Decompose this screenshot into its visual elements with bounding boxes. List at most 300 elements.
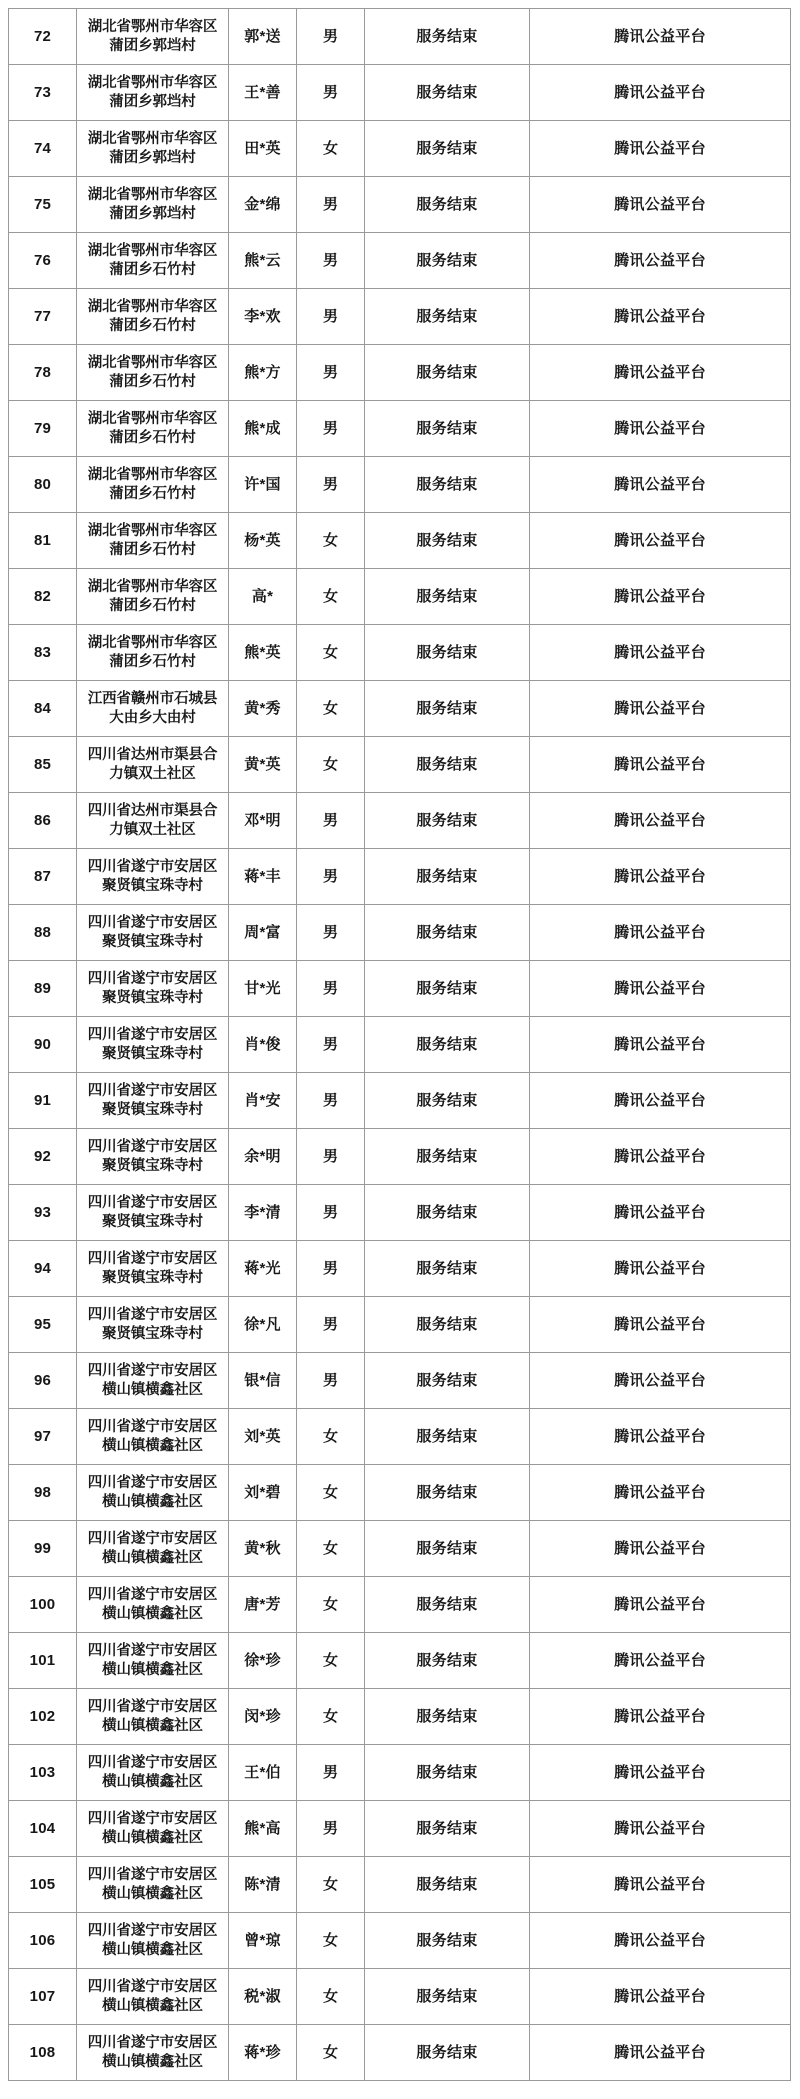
address-line-2: 横山镇横鑫社区 [102,1493,203,1510]
table-row [9,737,791,793]
table-row [9,513,791,569]
cell-beneficiary-name: 刘*碧 [229,1465,297,1521]
cell-service-status: 服务结束 [365,1577,530,1633]
cell-sequence-number: 83 [9,625,77,681]
address-line-2: 聚贤镇宝珠寺村 [102,1325,203,1342]
cell-service-status: 服务结束 [365,1801,530,1857]
cell-gender: 女 [297,1521,365,1577]
table-row [9,1409,791,1465]
cell-sequence-number: 82 [9,569,77,625]
cell-gender: 女 [297,681,365,737]
cell-address [77,289,229,345]
address-line-2: 蒲团乡石竹村 [109,541,196,558]
cell-service-status: 服务结束 [365,1297,530,1353]
cell-service-status: 服务结束 [365,1409,530,1465]
cell-beneficiary-name: 熊*高 [229,1801,297,1857]
cell-platform: 腾讯公益平台 [530,1745,791,1801]
address-line-1: 四川省遂宁市安居区 [87,1138,218,1155]
address-line-1: 四川省遂宁市安居区 [87,1978,218,1995]
table-row [9,2025,791,2081]
cell-platform: 腾讯公益平台 [530,1073,791,1129]
cell-gender: 男 [297,1185,365,1241]
cell-platform: 腾讯公益平台 [530,1185,791,1241]
address-line-1: 四川省遂宁市安居区 [87,1306,218,1323]
cell-platform: 腾讯公益平台 [530,2025,791,2081]
cell-sequence-number: 104 [9,1801,77,1857]
table-row [9,625,791,681]
address-line-1: 四川省遂宁市安居区 [87,1362,218,1379]
address-line-2: 蒲团乡郭垱村 [109,205,196,222]
cell-gender: 女 [297,569,365,625]
cell-beneficiary-name: 余*明 [229,1129,297,1185]
cell-address [77,233,229,289]
cell-address [77,1521,229,1577]
cell-platform: 腾讯公益平台 [530,1241,791,1297]
cell-gender: 男 [297,457,365,513]
cell-sequence-number: 105 [9,1857,77,1913]
cell-service-status: 服务结束 [365,513,530,569]
address-line-2: 蒲团乡石竹村 [109,429,196,446]
cell-platform: 腾讯公益平台 [530,1689,791,1745]
address-line-2: 横山镇横鑫社区 [102,1549,203,1566]
address-line-2: 聚贤镇宝珠寺村 [102,933,203,950]
cell-gender: 男 [297,1353,365,1409]
table-row [9,401,791,457]
cell-service-status: 服务结束 [365,1969,530,2025]
cell-service-status: 服务结束 [365,1241,530,1297]
cell-service-status: 服务结束 [365,1353,530,1409]
cell-beneficiary-name: 徐*珍 [229,1633,297,1689]
cell-gender: 女 [297,513,365,569]
cell-service-status: 服务结束 [365,793,530,849]
cell-beneficiary-name: 熊*英 [229,625,297,681]
address-line-2: 蒲团乡石竹村 [109,485,196,502]
cell-address [77,121,229,177]
table-row [9,345,791,401]
cell-gender: 男 [297,961,365,1017]
table-row [9,177,791,233]
cell-platform: 腾讯公益平台 [530,569,791,625]
address-line-1: 湖北省鄂州市华容区 [87,354,218,371]
cell-gender: 男 [297,1017,365,1073]
cell-address [77,1073,229,1129]
cell-platform: 腾讯公益平台 [530,905,791,961]
cell-platform: 腾讯公益平台 [530,65,791,121]
cell-platform: 腾讯公益平台 [530,1913,791,1969]
table-row [9,1969,791,2025]
table-row [9,1297,791,1353]
cell-sequence-number: 77 [9,289,77,345]
cell-service-status: 服务结束 [365,9,530,65]
cell-platform: 腾讯公益平台 [530,681,791,737]
table-row [9,1185,791,1241]
cell-address [77,625,229,681]
cell-service-status: 服务结束 [365,905,530,961]
cell-beneficiary-name: 熊*成 [229,401,297,457]
address-line-1: 湖北省鄂州市华容区 [87,298,218,315]
cell-address [77,1465,229,1521]
cell-sequence-number: 85 [9,737,77,793]
cell-platform: 腾讯公益平台 [530,1353,791,1409]
cell-beneficiary-name: 曾*琼 [229,1913,297,1969]
cell-sequence-number: 90 [9,1017,77,1073]
cell-gender: 女 [297,1465,365,1521]
cell-beneficiary-name: 闵*珍 [229,1689,297,1745]
cell-beneficiary-name: 蒋*珍 [229,2025,297,2081]
table-row [9,1857,791,1913]
cell-platform: 腾讯公益平台 [530,849,791,905]
cell-beneficiary-name: 杨*英 [229,513,297,569]
cell-address [77,1913,229,1969]
cell-address [77,65,229,121]
cell-address [77,1801,229,1857]
cell-sequence-number: 87 [9,849,77,905]
cell-beneficiary-name: 徐*凡 [229,1297,297,1353]
cell-sequence-number: 106 [9,1913,77,1969]
address-line-1: 四川省遂宁市安居区 [87,1026,218,1043]
cell-gender: 男 [297,1241,365,1297]
address-line-1: 湖北省鄂州市华容区 [87,242,218,259]
cell-sequence-number: 84 [9,681,77,737]
cell-beneficiary-name: 陈*清 [229,1857,297,1913]
cell-platform: 腾讯公益平台 [530,401,791,457]
address-line-2: 横山镇横鑫社区 [102,1661,203,1678]
table-row [9,233,791,289]
cell-address [77,1297,229,1353]
table-row [9,1465,791,1521]
table-row [9,849,791,905]
cell-gender: 女 [297,1409,365,1465]
cell-beneficiary-name: 熊*方 [229,345,297,401]
cell-gender: 女 [297,1913,365,1969]
address-line-1: 四川省达州市渠县合 [87,802,218,819]
table-row [9,1241,791,1297]
cell-sequence-number: 81 [9,513,77,569]
cell-service-status: 服务结束 [365,1633,530,1689]
cell-sequence-number: 76 [9,233,77,289]
cell-gender: 女 [297,1577,365,1633]
address-line-2: 聚贤镇宝珠寺村 [102,1269,203,1286]
cell-platform: 腾讯公益平台 [530,1969,791,2025]
cell-sequence-number: 107 [9,1969,77,2025]
cell-address [77,737,229,793]
cell-gender: 男 [297,401,365,457]
cell-address [77,569,229,625]
table-row [9,289,791,345]
cell-address [77,1409,229,1465]
cell-sequence-number: 93 [9,1185,77,1241]
cell-service-status: 服务结束 [365,1857,530,1913]
address-line-2: 横山镇横鑫社区 [102,1829,203,1846]
cell-service-status: 服务结束 [365,177,530,233]
address-line-1: 四川省遂宁市安居区 [87,1194,218,1211]
address-line-1: 四川省遂宁市安居区 [87,1530,218,1547]
cell-platform: 腾讯公益平台 [530,793,791,849]
cell-beneficiary-name: 郭*送 [229,9,297,65]
cell-service-status: 服务结束 [365,737,530,793]
cell-beneficiary-name: 金*绵 [229,177,297,233]
cell-gender: 男 [297,1129,365,1185]
cell-beneficiary-name: 刘*英 [229,1409,297,1465]
cell-address [77,1857,229,1913]
cell-gender: 男 [297,1073,365,1129]
cell-service-status: 服务结束 [365,65,530,121]
cell-platform: 腾讯公益平台 [530,177,791,233]
cell-platform: 腾讯公益平台 [530,961,791,1017]
table-row [9,1913,791,1969]
cell-sequence-number: 72 [9,9,77,65]
address-line-1: 湖北省鄂州市华容区 [87,18,218,35]
address-line-1: 湖北省鄂州市华容区 [87,130,218,147]
cell-platform: 腾讯公益平台 [530,345,791,401]
cell-address [77,1185,229,1241]
cell-beneficiary-name: 李*清 [229,1185,297,1241]
address-line-1: 四川省遂宁市安居区 [87,914,218,931]
address-line-2: 横山镇横鑫社区 [102,1997,203,2014]
cell-sequence-number: 89 [9,961,77,1017]
cell-gender: 女 [297,625,365,681]
cell-gender: 男 [297,177,365,233]
cell-service-status: 服务结束 [365,1185,530,1241]
cell-gender: 女 [297,1857,365,1913]
cell-gender: 女 [297,1969,365,2025]
cell-sequence-number: 91 [9,1073,77,1129]
cell-beneficiary-name: 肖*俊 [229,1017,297,1073]
cell-platform: 腾讯公益平台 [530,9,791,65]
address-line-1: 湖北省鄂州市华容区 [87,578,218,595]
cell-service-status: 服务结束 [365,625,530,681]
cell-sequence-number: 94 [9,1241,77,1297]
cell-address [77,1577,229,1633]
table-row [9,1353,791,1409]
cell-sequence-number: 97 [9,1409,77,1465]
cell-service-status: 服务结束 [365,233,530,289]
cell-gender: 男 [297,345,365,401]
table-row [9,793,791,849]
cell-gender: 男 [297,1801,365,1857]
address-line-2: 大由乡大由村 [109,709,196,726]
cell-beneficiary-name: 黄*秋 [229,1521,297,1577]
cell-sequence-number: 80 [9,457,77,513]
table-row [9,1017,791,1073]
cell-platform: 腾讯公益平台 [530,1465,791,1521]
address-line-1: 四川省遂宁市安居区 [87,1474,218,1491]
cell-platform: 腾讯公益平台 [530,1801,791,1857]
table-row [9,681,791,737]
address-line-1: 四川省遂宁市安居区 [87,970,218,987]
cell-service-status: 服务结束 [365,401,530,457]
cell-service-status: 服务结束 [365,961,530,1017]
cell-beneficiary-name: 黄*英 [229,737,297,793]
cell-address [77,1241,229,1297]
cell-beneficiary-name: 王*伯 [229,1745,297,1801]
table-row [9,1633,791,1689]
table-row [9,1689,791,1745]
table-row [9,569,791,625]
cell-address [77,345,229,401]
cell-beneficiary-name: 王*善 [229,65,297,121]
cell-beneficiary-name: 蒋*丰 [229,849,297,905]
cell-beneficiary-name: 李*欢 [229,289,297,345]
cell-service-status: 服务结束 [365,681,530,737]
address-line-1: 湖北省鄂州市华容区 [87,522,218,539]
cell-gender: 男 [297,233,365,289]
address-line-2: 聚贤镇宝珠寺村 [102,1213,203,1230]
table-row [9,1129,791,1185]
cell-gender: 男 [297,9,365,65]
cell-gender: 男 [297,793,365,849]
cell-service-status: 服务结束 [365,1689,530,1745]
address-line-2: 蒲团乡郭垱村 [109,93,196,110]
address-line-1: 湖北省鄂州市华容区 [87,186,218,203]
cell-sequence-number: 78 [9,345,77,401]
cell-service-status: 服务结束 [365,1017,530,1073]
address-line-2: 蒲团乡郭垱村 [109,37,196,54]
address-line-2: 蒲团乡石竹村 [109,653,196,670]
address-line-1: 四川省遂宁市安居区 [87,1250,218,1267]
address-line-2: 聚贤镇宝珠寺村 [102,1157,203,1174]
cell-address [77,457,229,513]
address-line-2: 横山镇横鑫社区 [102,1717,203,1734]
address-line-2: 横山镇横鑫社区 [102,1381,203,1398]
table-row [9,961,791,1017]
cell-address [77,1689,229,1745]
cell-platform: 腾讯公益平台 [530,1857,791,1913]
cell-platform: 腾讯公益平台 [530,1577,791,1633]
cell-service-status: 服务结束 [365,1129,530,1185]
cell-sequence-number: 99 [9,1521,77,1577]
address-line-2: 横山镇横鑫社区 [102,1885,203,1902]
address-line-2: 聚贤镇宝珠寺村 [102,989,203,1006]
cell-address [77,1017,229,1073]
address-line-2: 横山镇横鑫社区 [102,2053,203,2070]
cell-platform: 腾讯公益平台 [530,737,791,793]
cell-service-status: 服务结束 [365,457,530,513]
cell-gender: 男 [297,289,365,345]
cell-sequence-number: 98 [9,1465,77,1521]
cell-platform: 腾讯公益平台 [530,1017,791,1073]
address-line-1: 湖北省鄂州市华容区 [87,74,218,91]
table-row [9,65,791,121]
cell-beneficiary-name: 黄*秀 [229,681,297,737]
cell-beneficiary-name: 高* [229,569,297,625]
cell-platform: 腾讯公益平台 [530,457,791,513]
address-line-1: 四川省遂宁市安居区 [87,1698,218,1715]
cell-address [77,1633,229,1689]
cell-sequence-number: 100 [9,1577,77,1633]
table-row [9,9,791,65]
cell-beneficiary-name: 邓*明 [229,793,297,849]
address-line-1: 江西省赣州市石城县 [87,690,218,707]
cell-sequence-number: 96 [9,1353,77,1409]
cell-gender: 女 [297,1689,365,1745]
cell-beneficiary-name: 周*富 [229,905,297,961]
cell-platform: 腾讯公益平台 [530,513,791,569]
address-line-2: 横山镇横鑫社区 [102,1941,203,1958]
address-line-1: 四川省遂宁市安居区 [87,1922,218,1939]
cell-platform: 腾讯公益平台 [530,121,791,177]
address-line-2: 横山镇横鑫社区 [102,1773,203,1790]
cell-sequence-number: 74 [9,121,77,177]
cell-beneficiary-name: 许*国 [229,457,297,513]
cell-beneficiary-name: 税*淑 [229,1969,297,2025]
cell-address [77,1969,229,2025]
cell-beneficiary-name: 银*信 [229,1353,297,1409]
table-row [9,1073,791,1129]
cell-service-status: 服务结束 [365,289,530,345]
address-line-1: 四川省遂宁市安居区 [87,1866,218,1883]
cell-service-status: 服务结束 [365,2025,530,2081]
cell-gender: 女 [297,1633,365,1689]
table-row [9,1521,791,1577]
table-row [9,121,791,177]
cell-beneficiary-name: 甘*光 [229,961,297,1017]
cell-service-status: 服务结束 [365,849,530,905]
cell-service-status: 服务结束 [365,121,530,177]
cell-address [77,9,229,65]
table-row [9,457,791,513]
cell-service-status: 服务结束 [365,569,530,625]
cell-gender: 男 [297,1297,365,1353]
address-line-2: 横山镇横鑫社区 [102,1437,203,1454]
address-line-1: 四川省遂宁市安居区 [87,1810,218,1827]
cell-sequence-number: 103 [9,1745,77,1801]
cell-address [77,177,229,233]
cell-address [77,681,229,737]
cell-sequence-number: 86 [9,793,77,849]
cell-sequence-number: 101 [9,1633,77,1689]
cell-beneficiary-name: 田*英 [229,121,297,177]
cell-service-status: 服务结束 [365,345,530,401]
address-line-1: 四川省遂宁市安居区 [87,1642,218,1659]
cell-sequence-number: 92 [9,1129,77,1185]
cell-address [77,1353,229,1409]
cell-service-status: 服务结束 [365,1913,530,1969]
cell-service-status: 服务结束 [365,1521,530,1577]
address-line-2: 力镇双土社区 [109,821,196,838]
address-line-1: 四川省遂宁市安居区 [87,858,218,875]
cell-platform: 腾讯公益平台 [530,1633,791,1689]
cell-beneficiary-name: 肖*安 [229,1073,297,1129]
cell-platform: 腾讯公益平台 [530,1409,791,1465]
cell-platform: 腾讯公益平台 [530,289,791,345]
address-line-2: 力镇双土社区 [109,765,196,782]
address-line-2: 蒲团乡石竹村 [109,261,196,278]
cell-service-status: 服务结束 [365,1465,530,1521]
cell-gender: 女 [297,737,365,793]
address-line-1: 四川省遂宁市安居区 [87,1586,218,1603]
cell-address [77,1745,229,1801]
address-line-1: 湖北省鄂州市华容区 [87,410,218,427]
address-line-1: 湖北省鄂州市华容区 [87,634,218,651]
address-line-1: 湖北省鄂州市华容区 [87,466,218,483]
cell-gender: 男 [297,65,365,121]
cell-sequence-number: 79 [9,401,77,457]
cell-gender: 女 [297,121,365,177]
cell-sequence-number: 73 [9,65,77,121]
address-line-2: 横山镇横鑫社区 [102,1605,203,1622]
cell-platform: 腾讯公益平台 [530,1129,791,1185]
cell-service-status: 服务结束 [365,1745,530,1801]
cell-gender: 男 [297,849,365,905]
cell-address [77,905,229,961]
cell-gender: 男 [297,1745,365,1801]
address-line-2: 蒲团乡郭垱村 [109,149,196,166]
cell-service-status: 服务结束 [365,1073,530,1129]
table-row [9,1801,791,1857]
cell-address [77,513,229,569]
address-line-1: 四川省遂宁市安居区 [87,1082,218,1099]
